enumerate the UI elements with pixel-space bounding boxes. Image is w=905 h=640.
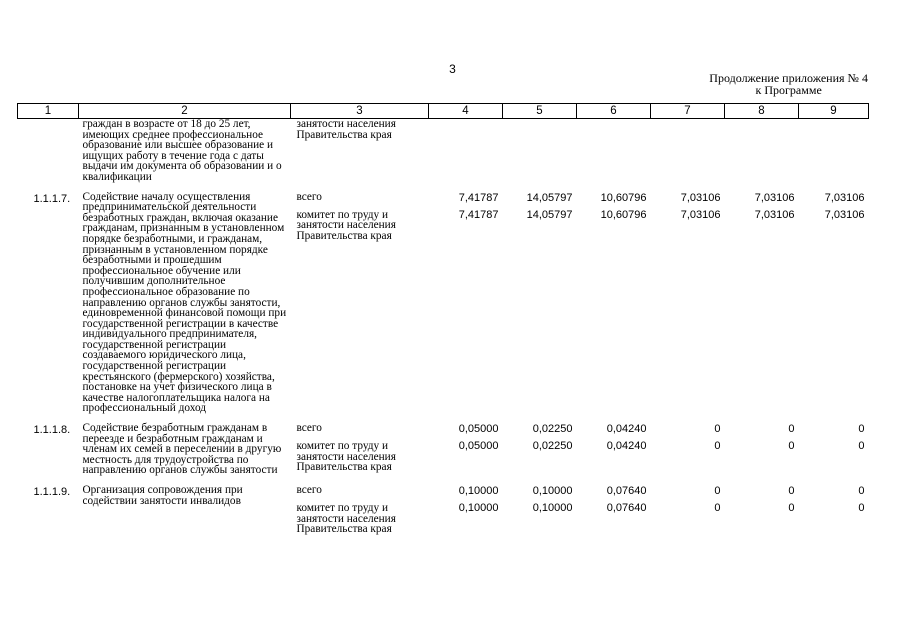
executor-total: всего (296, 190, 322, 203)
executor-committee: комитет по труду и занятости населения Правительства края (296, 208, 396, 242)
value-cell: 7,03106 7,03106 (824, 191, 865, 221)
executor-total: всего (296, 484, 322, 496)
executor-cell (291, 485, 429, 535)
value-cell: 0 0 (714, 423, 721, 453)
measure-description: Организация сопровождения при содействии занятости инвалидов (82, 484, 243, 507)
executor-cell: занятости населения Правительства края (296, 118, 396, 141)
header-row (18, 104, 869, 119)
value-cell: 7,03106 7,03106 (680, 191, 721, 221)
measure-description: Содействие безработным гражданам в переезде и безработным гражданам и членам их семей в переселении в другую местность для трудоустройства по направлению органов службы занятости (82, 422, 282, 477)
measure-description: граждан в возрасте от 18 до 25 лет, имеющих среднее профессиональное образование или высшее образование и ищущих работу в течение года с даты выдачи им документа об образовании и о квалификации (82, 118, 282, 183)
value-cell: 0,02250 0,02250 (532, 423, 573, 453)
header-cell: 8 (725, 104, 799, 119)
value-cell: 0 0 (714, 485, 721, 514)
value-cell: 0 0 (858, 485, 865, 514)
appendix-line-2: к Программе (755, 83, 822, 97)
value-cell: 0,10000 0,10000 (458, 485, 499, 514)
value-cell: 0 0 (788, 423, 795, 453)
program-table (17, 103, 869, 535)
value-cell: 0,10000 0,10000 (532, 485, 573, 514)
table-row (18, 119, 869, 183)
value-cell: 14,05797 14,05797 (526, 191, 573, 221)
value-cell: 0,04240 0,04240 (606, 423, 647, 453)
header-cell: 3 (291, 104, 429, 119)
table-row (18, 423, 869, 476)
executor-cell (291, 192, 429, 414)
header-cell: 5 (503, 104, 577, 119)
executor-cell (291, 423, 429, 476)
header-cell: 2 (79, 104, 291, 119)
measure-code: 1.1.1.9. (33, 486, 71, 498)
value-cell: 0 0 (788, 485, 795, 514)
appendix-caption (709, 72, 868, 96)
table-row (18, 192, 869, 414)
table-row (18, 485, 869, 535)
executor-total: всего (296, 422, 322, 435)
executor-committee: комитет по труду и занятости населения Правительства края (296, 502, 396, 536)
header-cell: 4 (429, 104, 503, 119)
value-cell: 10,60796 10,60796 (600, 191, 647, 221)
header-cell: 6 (577, 104, 651, 119)
measure-code: 1.1.1.8. (33, 424, 71, 437)
executor-committee: комитет по труду и занятости населения Правительства края (296, 440, 396, 474)
value-cell: 7,41787 7,41787 (458, 191, 499, 221)
measure-description: Содействие началу осуществления предпринимательской деятельности безработных граждан, включая оказание гражданам, признанным в установленном порядке безработными, и гражданам, признанным в установленном порядке безработными и прошедшим профессиональное обучение или получившим дополнительное профессиональное образование по направлению органов службы занятости, единовременной финансовой помощи при государственной регистрации в качестве индивидуального предпринимателя, государственной регистрации создаваемого юридического лица, государственной регистрации крестьянского (фермерского) хозяйства, постановке на учет физического лица в качестве налогоплательщика налога на профессиональный доход (82, 190, 287, 415)
measure-code: 1.1.1.7. (33, 192, 71, 205)
header-cell: 7 (651, 104, 725, 119)
value-cell: 0,05000 0,05000 (458, 423, 499, 453)
value-cell: 7,03106 7,03106 (754, 191, 795, 221)
value-cell: 0,07640 0,07640 (606, 485, 647, 514)
header-cell: 1 (18, 104, 79, 119)
value-cell: 0 0 (858, 423, 865, 453)
appendix-line-1: Продолжение приложения № 4 (709, 71, 868, 85)
page-number: 3 (449, 62, 456, 76)
header-cell: 9 (799, 104, 869, 119)
